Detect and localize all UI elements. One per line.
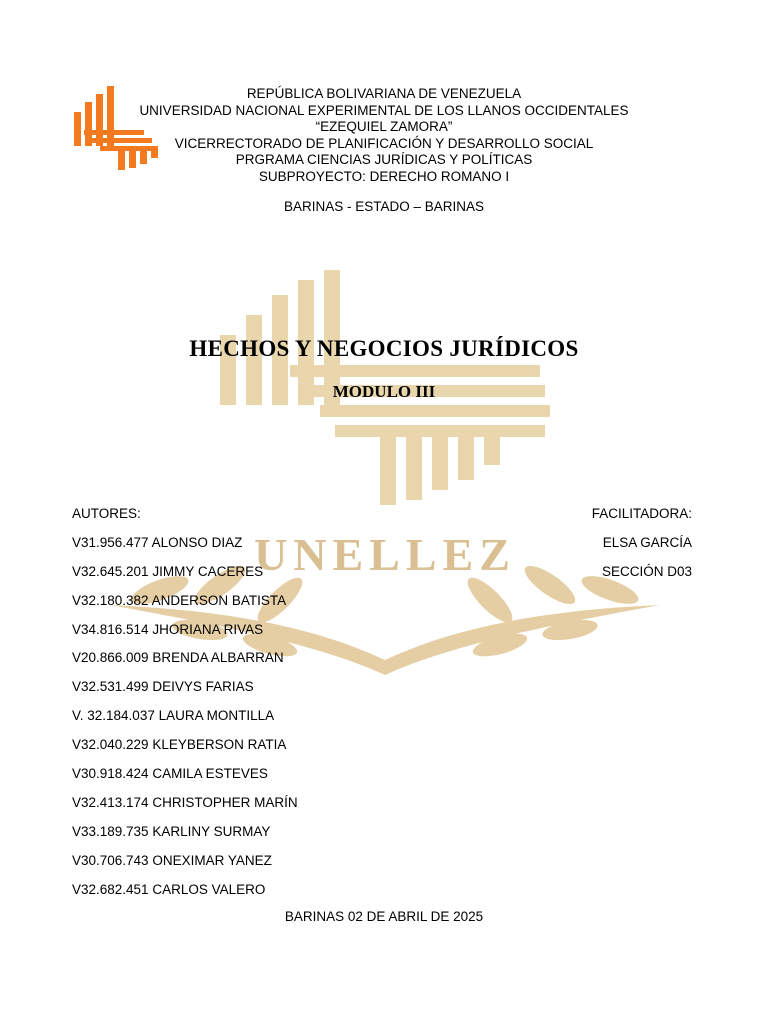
author-item: V33.189.735 KARLINY SURMAY (72, 823, 271, 839)
facilitator-block (592, 506, 692, 593)
footer-date: BARINAS 02 DE ABRIL DE 2025 (284, 909, 484, 924)
authors-heading: AUTORES: (72, 506, 141, 521)
author-item: V31.956.477 ALONSO DIAZ (72, 534, 243, 550)
author-item: V. 32.184.037 LAURA MONTILLA (72, 708, 275, 724)
author-item: V32.531.499 DEIVYS FARIAS (72, 679, 254, 695)
author-item: V32.645.201 JIMMY CACERES (72, 563, 264, 579)
header-line-1: REPÚBLICA BOLIVARIANA DE VENEZUELA (246, 86, 522, 101)
author-item: V32.682.451 CARLOS VALERO (72, 881, 266, 897)
location-line: BARINAS - ESTADO – BARINAS (283, 199, 485, 214)
author-item: V30.918.424 CAMILA ESTEVES (72, 766, 268, 782)
authors-list (72, 506, 298, 910)
watermark-text: UNELLEZ (254, 529, 516, 580)
header-line-3: “EZEQUIEL ZAMORA” (315, 119, 453, 134)
author-item: V32.040.229 KLEYBERSON RATIA (72, 737, 287, 753)
header-line-4: VICERRECTORADO DE PLANIFICACIÓN Y DESARROLLO SOCIAL (174, 135, 594, 151)
document-title: HECHOS Y NEGOCIOS JURÍDICOS (189, 336, 579, 361)
header-line-6: SUBPROYECTO: DERECHO ROMANO I (258, 168, 510, 184)
document-subtitle: MODULO III (332, 382, 436, 401)
facilitator-name: ELSA GARCÍA (602, 534, 692, 550)
author-item: V20.866.009 BRENDA ALBARRAN (72, 650, 284, 666)
facilitator-section: SECCIÓN D03 (601, 563, 692, 579)
institution-header (0, 86, 768, 185)
author-item: V32.413.174 CHRISTOPHER MARÍN (72, 794, 298, 810)
header-line-2: UNIVERSIDAD NACIONAL EXPERIMENTAL DE LOS LLANOS OCCIDENTALES (139, 102, 629, 118)
author-item: V32.180.382 ANDERSON BATISTA (72, 592, 287, 608)
facilitator-heading: FACILITADORA: (591, 506, 692, 521)
author-item: V34.816.514 JHORIANA RIVAS (72, 621, 264, 637)
author-item: V30.706.743 ONEXIMAR YANEZ (72, 852, 272, 868)
header-line-5: PRGRAMA CIENCIAS JURÍDICAS Y POLÍTICAS (235, 152, 533, 167)
